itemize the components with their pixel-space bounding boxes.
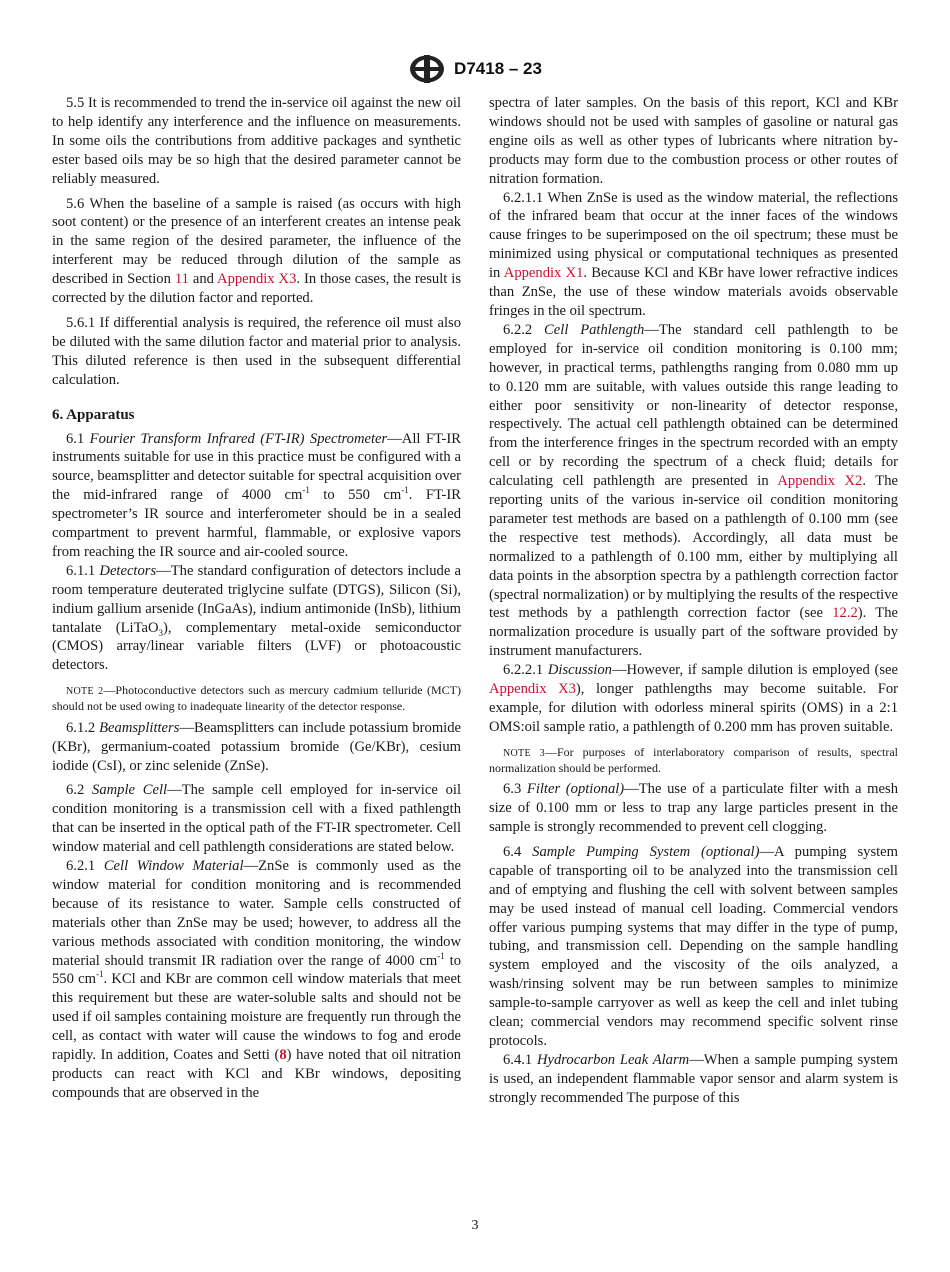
- appendix-x3-link[interactable]: Appendix X3: [217, 271, 297, 288]
- para-6-4: 6.4 Sample Pumping System (optional)—A pumping system capable of transporting oil to be analyzed into the transmission cell and of emptying and flushing the cell with solvent between samples may be used instead of manual cell loading. Commercial vendors offer various pumping systems that may differ in the type of pump, tubing, and transmission cell. Depending on the sample handling system employed and the viscosity of the oils analyzed, a wash/rinsing solvent may be run between samples to minimize sample-to-sample carryover as well as keep the cell and inlet tubing clean; commercial vendors may recommend specific solvent rinse protocols.: [489, 843, 899, 1049]
- standard-designation: D7418 – 23: [454, 59, 542, 78]
- para-6-2: 6.2 Sample Cell—The sample cell employed for in-service oil condition monitoring is a transmission cell with a fixed pathlength that can be inserted in the optical path of the FT-IR spectrometer. Cell window material and cell pathlength considerations are stated below.: [52, 782, 461, 856]
- note-2: NOTE 2—Photoconductive detectors such as mercury cadmium telluride (MCT) should not be used owing to inadequate linearity of the detector response.: [52, 683, 461, 714]
- para-5-5: 5.5 It is recommended to trend the in-service oil against the new oil to help identify any interference and the influence on measurements. In some oils the contributions from additive packages and synthetic ester based oils may be so high that the desired parameter cannot be reliably measured.: [52, 95, 461, 187]
- appendix-x2-link[interactable]: Appendix X2: [777, 473, 863, 490]
- section-12-2-link[interactable]: 12.2: [832, 605, 858, 622]
- para-6-2-2-1: 6.2.2.1 Discussion—However, if sample dilution is employed (see Appendix X3), longer pathlengths may become suitable. For example, for dilution with odorless mineral spirits (OMS) in a 2:1 OMS:oil sample ratio, a pathlength of 0.200 mm has proven suitable.: [489, 662, 899, 735]
- para-6-2-1-1: 6.2.1.1 When ZnSe is used as the window material, the reflections of the infrared beam that occur at the inner faces of the windows cause fringes to be superimposed on the oil spectrum; these must be minimized using physical or computational techniques as presented in Appendix X1. Because KCl and KBr have lower refractive indices than ZnSe, the use of these window materials avoids observable fringes in the oil spectrum.: [489, 189, 899, 319]
- page-header: [0, 54, 950, 84]
- para-6-1: 6.1 Fourier Transform Infrared (FT-IR) Spectrometer—All FT-IR instruments suitable for use in this practice must be configured with a source, beamsplitter and detector suitable for spectral acquisition over the mid-infrared range of 4000 $cm^{-1}$ to 550 $cm^{-1}$. FT-IR spectrometer’s IR source and interferometer should be in a sealed compartment to prevent harmful, flammable, or explosive vapors from reaching the IR source and air-cooled source.: [52, 430, 461, 560]
- para-5-6-1: 5.6.1 If differential analysis is required, the reference oil must also be diluted with the same dilution factor and material prior to analysis. This diluted reference is then used in the subsequent differential calculation.: [52, 314, 461, 388]
- para-6-3: 6.3 Filter (optional)—The use of a particulate filter with a mesh size of 0.100 mm or less to trap any large particles present in the sample is strongly recommended to prevent cell clogging.: [489, 781, 898, 836]
- para-6-2-2: 6.2.2 Cell Pathlength—The standard cell pathlength to be employed for in-service oil condition monitoring is 0.100 mm; however, in practical terms, pathlengths ranging from 0.080 mm up to 0.120 mm are suitable, with values outside this range leading to either poor sensitivity or non-linearity of detector response, respectively. The actual cell pathlength obtained can be determined from the interference fringes in the spectrum recorded with an empty cell or by recording the spectrum of a check fluid; details for calculating cell pathlength are presented in Appendix X2. The reporting units of the various in-service oil condition monitoring parameter test methods are based on a pathlength of 0.100 mm (see the respective test methods). Accordingly, all data must be normalized to a pathlength of 0.100 mm, either by multiplying all data points in the absorption spectra by a pathlength correction factor (spectral normalization) or by multiplying the results of the respective test methods by a pathlength correction factor (see 12.2). The normalization procedure is usually part of the software provided by instrument manufacturers.: [489, 321, 899, 660]
- page-number: 3: [471, 1218, 479, 1233]
- para-6-1-2: 6.1.2 Beamsplitters—Beamsplitters can include potassium bromide (KBr), germanium-coated potassium bromide (Ge/KBr), cesium iodide (CsI), or zinc selenide (ZnSe).: [52, 719, 461, 774]
- appendix-x1-link[interactable]: Appendix X1: [503, 265, 584, 282]
- para-6-2-1-continued: spectra of later samples. On the basis of this report, KCl and KBr windows should not be used with samples of gasoline or natural gas engine oils as well as other types of lubricants where nitration by-products may form due to the combustion process or other routes of nitration formation.: [489, 95, 898, 187]
- appendix-x3-link[interactable]: Appendix X3: [489, 681, 576, 698]
- note-3: NOTE 3—For purposes of interlaboratory comparison of results, spectral normalization should be performed.: [489, 744, 898, 776]
- section-11-link[interactable]: 11: [174, 271, 189, 288]
- para-6-2-1: 6.2.1 Cell Window Material—ZnSe is commonly used as the window material for condition monitoring and is recommended because of its resistance to water. Sample cells constructed of materials other than ZnSe may be used; however, to address all the various methods associated with condition monitoring, the window material should transmit IR radiation over the range of 4000 $cm^{-1}$ to 550 $cm^{-1}$. KCl and KBr are common cell window materials that meet this requirement but these are water-soluble salts and should not be used if oil samples containing moisture are frequently run through the cell, as contact with water will cause the windows to fog and erode rapidly. In addition, Coates and Setti (8) have noted that oil nitration products can react with KCl and KBr windows, depositing compounds that are observed in the: [52, 858, 461, 1101]
- reference-8-link[interactable]: 8: [279, 1047, 287, 1064]
- right-column: [489, 94, 898, 1108]
- para-5-6: 5.6 When the baseline of a sample is raised (as occurs with high soot content) or the presence of an interferent creates an intense peak in the same region of the desired parameter, the influence of the interferent may be reduced through dilution of the sample as described in Section 11 and Appendix X3. In those cases, the result is corrected by the dilution factor and reported.: [52, 195, 461, 307]
- astm-logo: [408, 54, 446, 84]
- para-6-4-1: 6.4.1 Hydrocarbon Leak Alarm—When a sample pumping system is used, an independent flammable vapor sensor and alarm system is strongly recommended The purpose of this: [489, 1051, 898, 1106]
- left-column: [52, 94, 461, 1103]
- para-6-1-1: 6.1.1 Detectors—The standard configuration of detectors include a room temperature deuterated triglycine sulfate (DTGS), Silicon (Si), indium gallium arsenide (InGaAs), indium antimonide (InSb), lithium tantalate (LiTaO$_3$), complementary metal-oxide semiconductor (CMOS) array/linear variable filters (LVF) or photoacoustic detectors.: [52, 562, 461, 674]
- section-6-heading: 6. Apparatus: [52, 406, 135, 423]
